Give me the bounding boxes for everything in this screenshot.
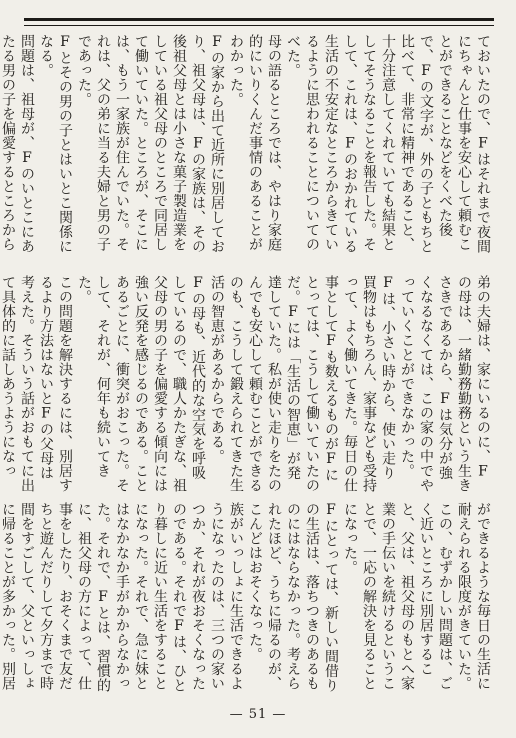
text-section-top (0, 34, 492, 260)
paragraph: ができるような毎日の生活に耐えられる限度がきていた。 (456, 502, 491, 691)
paragraph: この問題を解決するには、別居するより方法はないとFの父母は考えた。そういう話がおもてに出て具体的に話しあうようになっ (0, 275, 73, 493)
paragraph: 問題は、祖母が、Fのいとこにあたる男の子を偏愛するところから (0, 34, 35, 254)
paragraph: この、むずかしい問題は、ごく近いところに別居すること、父は、祖父母のもとへ家業の手伝いを続けるということで、一応の解決を見ることになった。 (342, 502, 453, 691)
paragraph: Fとその男の子とはいとこ関係になる。 (38, 34, 73, 254)
text-section-bottom (0, 502, 492, 698)
top-rule (24, 18, 494, 26)
text-section-middle (0, 275, 492, 493)
paragraph: Fの母も、近代的な空気を呼吸しているので、職人かたぎな、祖父母の男の子を偏愛する傾向には強い反発を感じるのである。ことあるごとに、衝突がおこった。そして、それが、何年も続いてきた。 (76, 275, 206, 493)
paragraph: 族がいっしょに生活できるようになったのは、三つの家いつか、それが夜おそくなったのである。それでFは、ひとり暮しに近い生活をすることになった。それで、急に妹とはなかなか手がかからなかった。それで、Fとは、習慣的に、祖父母の方によって、仕事をしたり、おそくまで友だちと遊んだりして夕方まで時間をすごして、父といっしょに帰ることが多かった。別居 (0, 502, 244, 693)
paragraph: Fにとっては、新しい間借りの生活は、落ちつきのあるものにはならなかった。考えられたほど、うちに帰るのが、こんどはおそくなった。 (247, 502, 339, 693)
paragraph: 母の語るところでは、やはり家庭的にいりくんだ事情のあることがわかった。 (228, 34, 282, 252)
paragraph: 弟の夫婦は、家にいるのに、Fの母は、一緒勤務勤務という生きさきであるから、Fは気分が強くなるなくては、この家の中でやっていくことができなかった。 (399, 275, 491, 493)
paragraph: ておいたので、Fはそれまで夜間にちゃんと仕事を安心して頼むことができることなどをくべた後で、Fの文字が、外の子ともちと比べて、非常に精神であること、十分注意してくれていても結果としてそうなることを報告した。そして、これは、Fのおかれている生活の不安定なところからきているように思われることについてのべた。 (285, 34, 491, 254)
paragraph: Fの家から出て近所に別居しており、祖父母は、Fの家族は、その後祖父母とは小さな菓子製造業をしている祖父母のところで同居して働いていた。ところが、そこには、もう一家族が住んでいた。それは、父の弟に当る夫婦と男の子であった。 (76, 34, 225, 254)
page-number: — 51 — (229, 707, 287, 722)
paragraph: Fは、小さい時から、使い走り買物はもちろん、家事なども受持って、よく働いてきた。毎日の仕事としてFも数えるものがFにとっては、こうして働いていたのだ。Fには「生活の智恵」が発達していた。私が使い走りをたのんでも安心して頼むことができるのも、こうして鍛えられてきた生活の智恵があるからである。 (209, 275, 396, 493)
